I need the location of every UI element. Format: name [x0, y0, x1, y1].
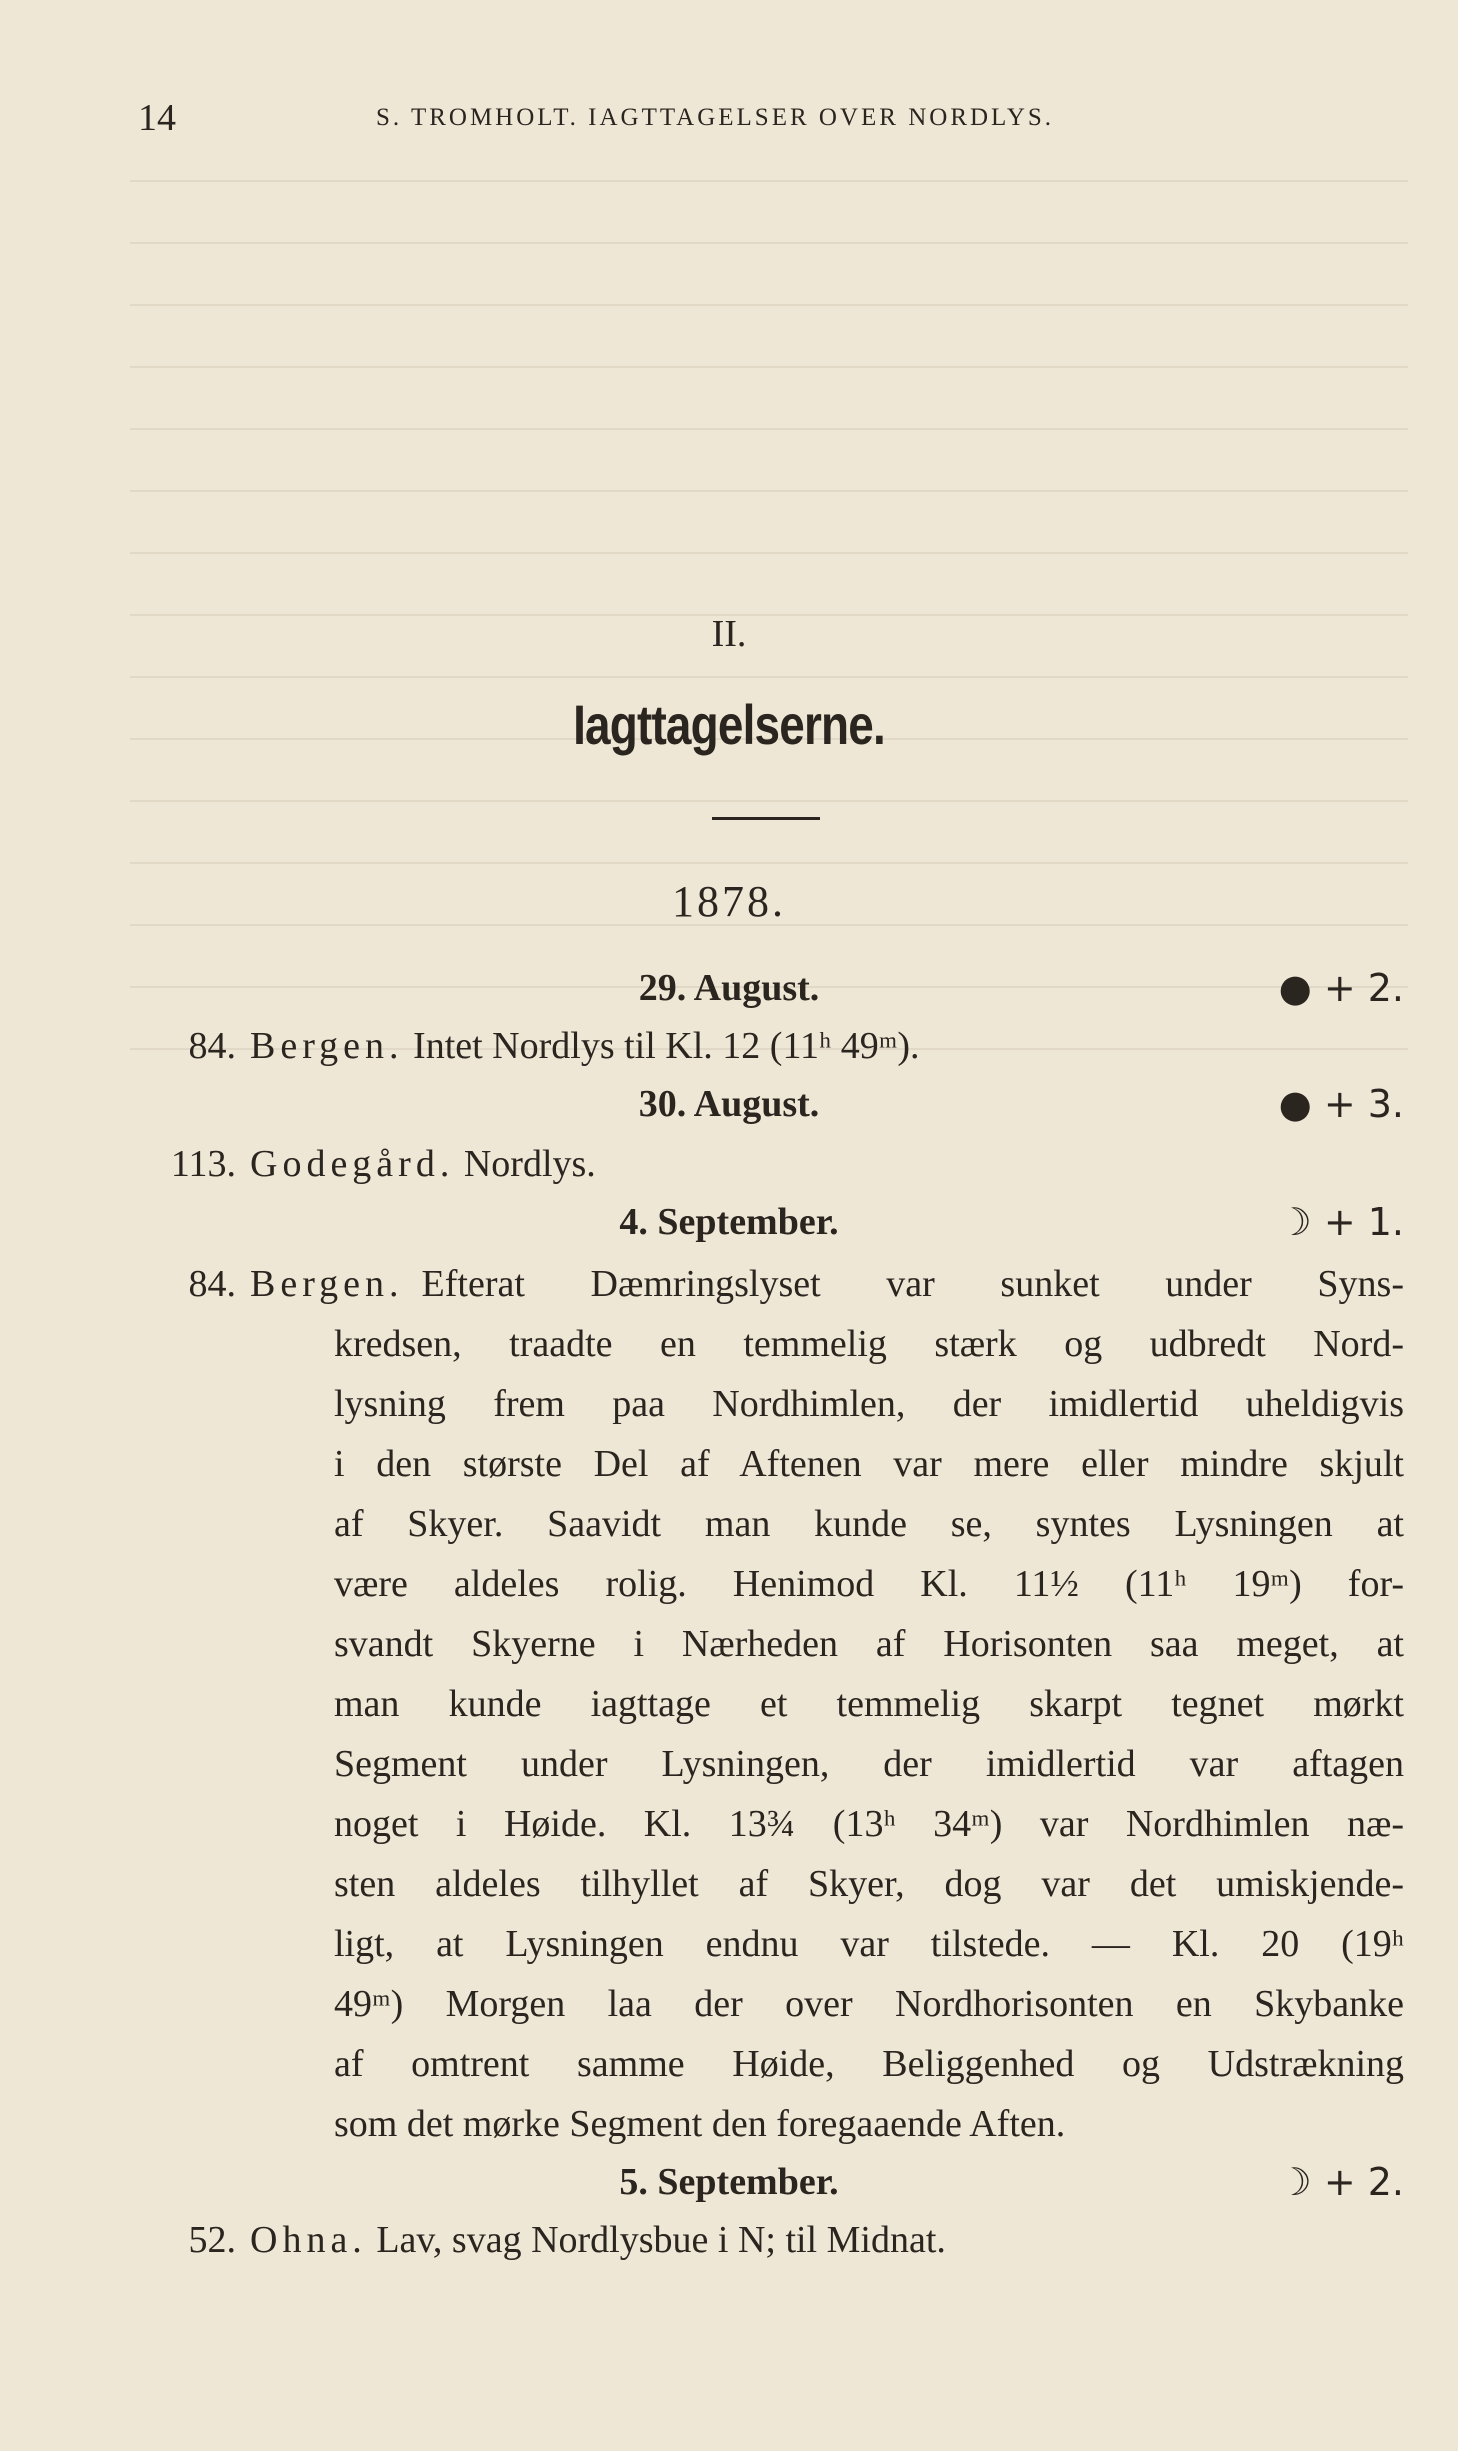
moon-phase: ☽ + 2.	[1277, 2160, 1404, 2204]
observation-line: være aldeles rolig. Henimod Kl. 11½ (11ʰ 19ᵐ) for-	[334, 1563, 1404, 1605]
section-title: Iagttagelserne.	[573, 693, 885, 756]
station-place: Bergen.	[250, 1263, 404, 1305]
moon-phase: ☽ + 1.	[1277, 1200, 1404, 1244]
observation-line: noget i Høide. Kl. 13¾ (13ʰ 34ᵐ) var Nordhimlen næ-	[334, 1803, 1404, 1845]
observation-line: i den største Del af Aftenen var mere eller mindre skjult	[334, 1443, 1404, 1485]
observation-text: Nordlys.	[463, 1143, 596, 1185]
moon-phase: ● + 3.	[1278, 1082, 1404, 1126]
observation-line: ligt, at Lysningen endnu var tilstede. — Kl. 20 (19ʰ	[334, 1923, 1404, 1965]
observation-line: af Skyer. Saavidt man kunde se, syntes Lysningen at	[334, 1503, 1404, 1545]
station-place: Bergen.	[250, 1025, 404, 1067]
observation-line: 49ᵐ) Morgen laa der over Nordhorisonten en Skybanke	[334, 1983, 1404, 2025]
section-number: II.	[711, 613, 747, 655]
date-heading: 5. September.	[619, 2161, 839, 2203]
observation-text: Intet Nordlys til Kl. 12 (11ʰ 49ᵐ).	[413, 1025, 920, 1067]
observation-line: lysning frem paa Nordhimlen, der imidlertid uheldigvis	[334, 1383, 1404, 1425]
observation-text: Efterat Dæmringslyset var sunket under Syns-	[421, 1263, 1404, 1305]
title-rule	[712, 817, 820, 820]
observation-line: Segment under Lysningen, der imidlertid var aftagen	[334, 1743, 1404, 1785]
station-place: Ohna.	[250, 2219, 367, 2261]
station-number: 84.	[188, 1025, 236, 1067]
date-heading: 29. August.	[638, 967, 820, 1009]
station-place: Godegård.	[250, 1143, 455, 1185]
observation-line: som det mørke Segment den foregaaende Aften.	[334, 2103, 1066, 2145]
station-number: 52.	[188, 2219, 236, 2261]
running-title: S. TROMHOLT. IAGTTAGELSER OVER NORDLYS.	[376, 104, 1055, 131]
observation-line: af omtrent samme Høide, Beliggenhed og Udstrækning	[334, 2043, 1404, 2085]
observation-line: man kunde iagttage et temmelig skarpt tegnet mørkt	[334, 1683, 1404, 1725]
observation-line: svandt Skyerne i Nærheden af Horisonten saa meget, at	[334, 1623, 1404, 1665]
station-number: 84.	[188, 1263, 236, 1305]
year-heading: 1878.	[672, 877, 786, 926]
station-number: 113.	[170, 1143, 236, 1185]
page-number: 14	[138, 97, 176, 139]
observation-line: sten aldeles tilhyllet af Skyer, dog var det umiskjende-	[334, 1863, 1404, 1905]
observation-first-line	[250, 1262, 1404, 1306]
moon-phase: ● + 2.	[1278, 966, 1404, 1010]
observation-line: kredsen, traadte en temmelig stærk og udbredt Nord-	[334, 1323, 1404, 1365]
observation-text: Lav, svag Nordlysbue i N; til Midnat.	[376, 2219, 946, 2261]
date-heading: 30. August.	[638, 1083, 820, 1125]
date-heading: 4. September.	[619, 1201, 839, 1243]
